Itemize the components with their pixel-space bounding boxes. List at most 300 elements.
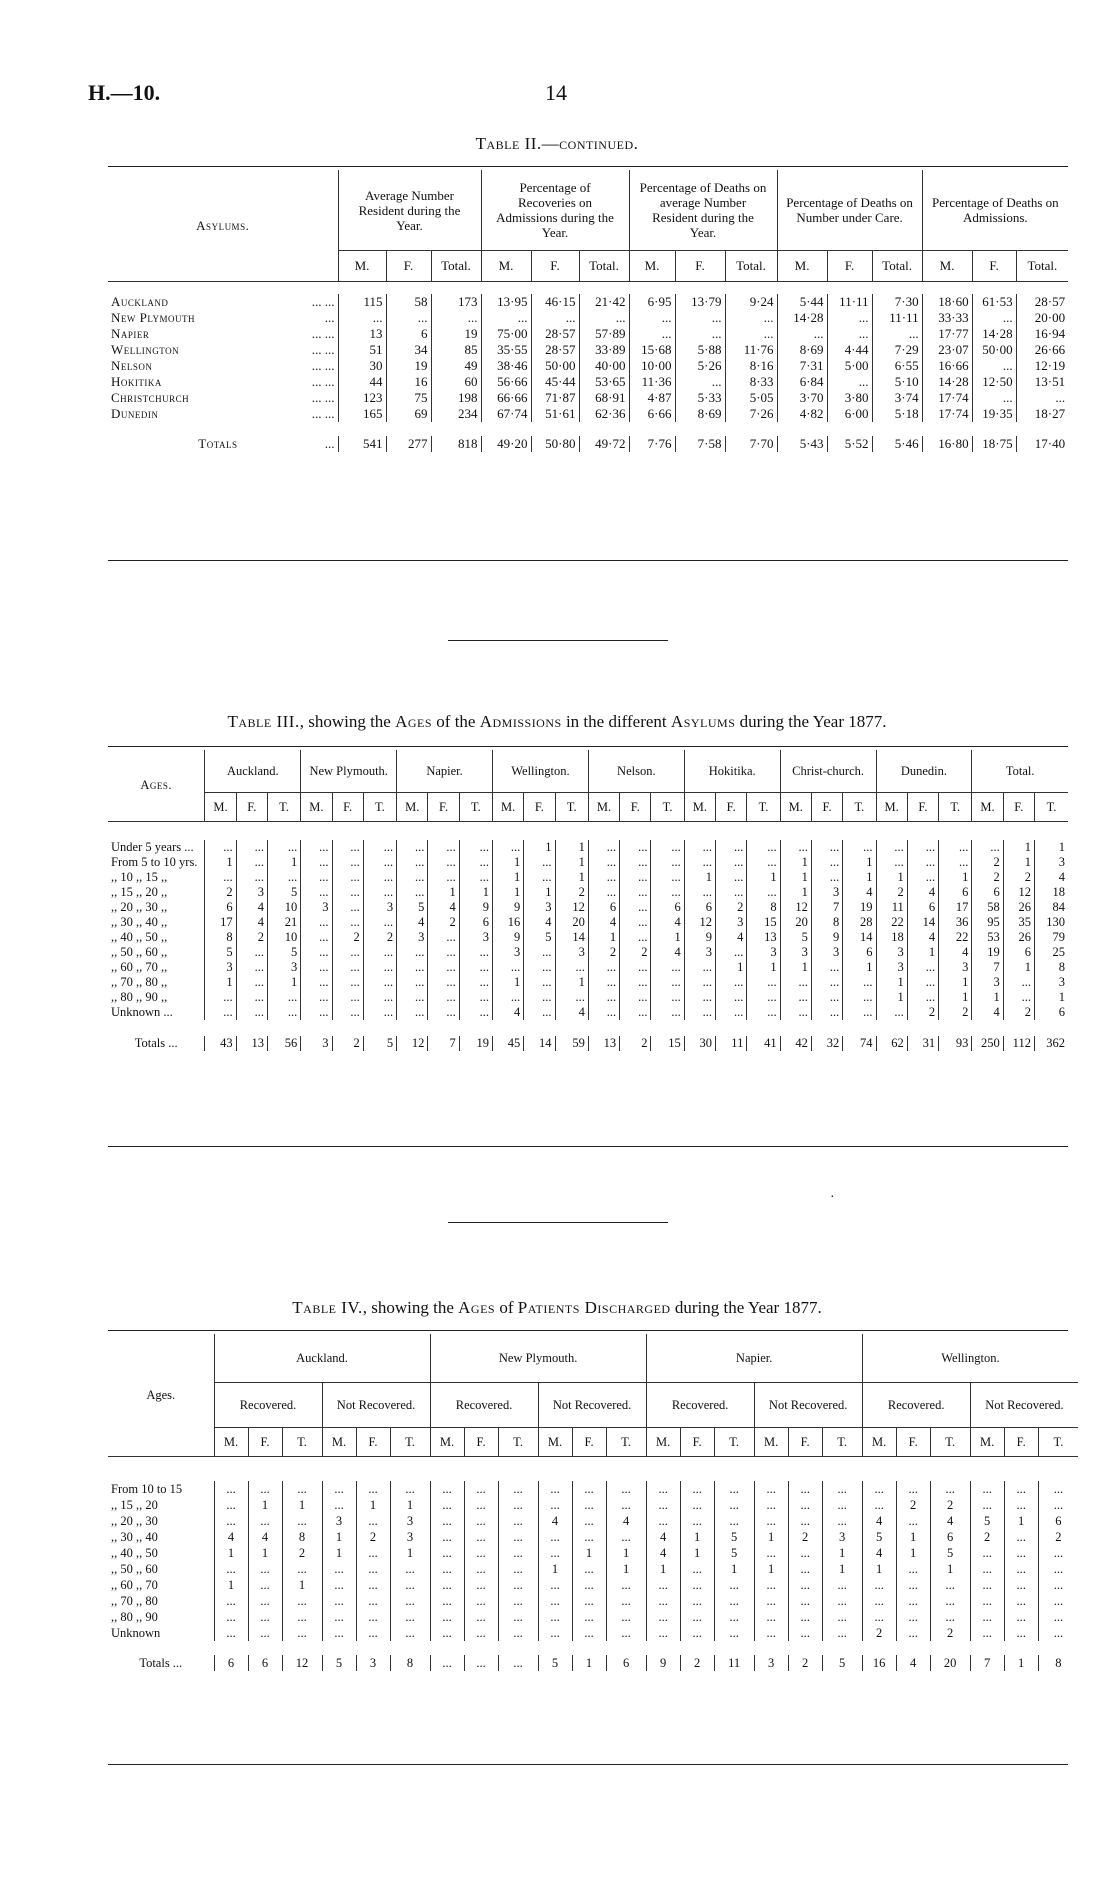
table3-total-cell: 13 <box>588 1036 619 1051</box>
table3-cell: 84 <box>1034 900 1068 915</box>
table2-cell: ... <box>827 374 872 390</box>
table3-cell: 22 <box>876 915 907 930</box>
table4-cell: ... <box>1004 1545 1038 1561</box>
table3-cell: ... <box>301 1005 332 1020</box>
table4-subcol-header: T. <box>606 1428 646 1457</box>
table4-cell: 3 <box>390 1529 430 1545</box>
table2-totals-row <box>108 436 1068 452</box>
table-row <box>108 885 1068 900</box>
table4-subgroup-header: Recovered. <box>646 1383 754 1428</box>
table4-cell: ... <box>1004 1577 1038 1593</box>
table4-cell: ... <box>822 1513 862 1529</box>
table4-cell: ... <box>214 1481 248 1497</box>
table3-cell: ... <box>907 870 938 885</box>
table4-cell: ... <box>498 1497 538 1513</box>
table3-caption-part: during the Year 1877. <box>735 712 887 731</box>
table3-cell: 14 <box>555 930 588 945</box>
table3-row-label: ,, 30 ,, 40 ,, <box>111 915 168 929</box>
table3-cell: ... <box>716 975 747 990</box>
table2-cell: 11·11 <box>827 294 872 310</box>
table4-total-cell: 9 <box>646 1655 680 1671</box>
table3-cell: 2 <box>205 885 236 900</box>
table4-total-cell: ... <box>464 1655 498 1671</box>
table4-total-cell: 2 <box>788 1655 822 1671</box>
table2-cell: 17·77 <box>922 326 972 342</box>
table4-cell: ... <box>430 1529 464 1545</box>
table2-stub-header: Asylums. <box>108 170 338 282</box>
table4-cell: 1 <box>214 1545 248 1561</box>
table-row <box>108 1513 1078 1529</box>
table3-total-cell: 5 <box>363 1036 396 1051</box>
table2-cell: 60 <box>431 374 481 390</box>
table4-row-label: ,, 80 ,, 90 <box>111 1609 158 1624</box>
table4-cell: ... <box>248 1481 282 1497</box>
table3-cell: ... <box>620 1005 651 1020</box>
table4-subcol-header: M. <box>646 1428 680 1457</box>
table4-cell: ... <box>714 1577 754 1593</box>
table2-subcol-header: Total. <box>579 251 629 282</box>
table3-group-header: Christ-church. <box>780 750 876 793</box>
table4-bottom-rule <box>108 1764 1068 1765</box>
table2-cell: 11·36 <box>629 374 675 390</box>
table2-cell: 35·55 <box>481 342 531 358</box>
table4-cell: ... <box>538 1529 572 1545</box>
table2-total-cell: 818 <box>431 436 481 452</box>
table4-cell: ... <box>646 1481 680 1497</box>
table3-cell: ... <box>555 990 588 1005</box>
table4-cell: ... <box>1004 1625 1038 1641</box>
table4-cell: ... <box>464 1593 498 1609</box>
table4-cell: 1 <box>606 1545 646 1561</box>
table3-cell: ... <box>301 975 332 990</box>
table3-cell: ... <box>588 855 619 870</box>
table3-total-cell: 31 <box>907 1036 938 1051</box>
table4-cell: ... <box>1004 1497 1038 1513</box>
table4-cell: ... <box>1038 1481 1078 1497</box>
table3-cell: 3 <box>876 945 907 960</box>
table4-cell: ... <box>356 1513 390 1529</box>
table3-cell: ... <box>459 855 492 870</box>
table2-cell: 11·11 <box>872 310 922 326</box>
table2-cell: 30 <box>338 358 386 374</box>
table3-cell: 8 <box>747 900 780 915</box>
table4-cell: ... <box>680 1561 714 1577</box>
table4-subcol-header: M. <box>214 1428 248 1457</box>
table3-cell: ... <box>363 915 396 930</box>
table3-cell: ... <box>459 840 492 855</box>
table3-subcol-header: T. <box>267 793 300 822</box>
table3-total-cell: 11 <box>716 1036 747 1051</box>
table3-cell: 1 <box>939 990 972 1005</box>
table4-cell: ... <box>282 1561 322 1577</box>
table4-cell: ... <box>464 1529 498 1545</box>
table4-cell: ... <box>680 1593 714 1609</box>
table4-cell: ... <box>322 1593 356 1609</box>
table3-cell: 58 <box>972 900 1003 915</box>
table2-total-cell: 49·20 <box>481 436 531 452</box>
table3-subcol-header: M. <box>205 793 236 822</box>
table3-cell: 16 <box>492 915 523 930</box>
table-row <box>108 915 1068 930</box>
table4-cell: 1 <box>822 1545 862 1561</box>
table3-total-cell: 59 <box>555 1036 588 1051</box>
table4-total-cell: 3 <box>754 1655 788 1671</box>
table2-cell: 6·55 <box>872 358 922 374</box>
table3-cell: 6 <box>588 900 619 915</box>
table3-cell: ... <box>267 990 300 1005</box>
table-row <box>108 1625 1078 1641</box>
table3-cell: ... <box>907 855 938 870</box>
table3-cell: 2 <box>332 930 363 945</box>
table2-cell: 5·88 <box>675 342 725 358</box>
table4-subcol-header: F. <box>896 1428 930 1457</box>
table3-cell: ... <box>428 870 459 885</box>
table4-cell: ... <box>538 1609 572 1625</box>
table2-cell: 10·00 <box>629 358 675 374</box>
table2-subcol-header: M. <box>481 251 531 282</box>
table4-subcol-header: T. <box>822 1428 862 1457</box>
table3-group-header: Napier. <box>397 750 493 793</box>
table3-total-cell: 30 <box>684 1036 715 1051</box>
table3-cell: 28 <box>843 915 876 930</box>
table3-cell: ... <box>620 870 651 885</box>
table3-total-cell: 2 <box>332 1036 363 1051</box>
table4-cell: ... <box>356 1481 390 1497</box>
table4-totals-row <box>108 1655 1078 1671</box>
table2-cell: 123 <box>338 390 386 406</box>
table3-cell: 2 <box>972 870 1003 885</box>
table2-cell: 14·28 <box>972 326 1016 342</box>
table3-cell: 1 <box>876 870 907 885</box>
table3-subcol-header: F. <box>1003 793 1034 822</box>
table3-cell: 4 <box>236 915 267 930</box>
table2-row-label <box>108 342 338 358</box>
asylum-name: New Plymouth <box>111 310 195 325</box>
table4-subcol-header: F. <box>788 1428 822 1457</box>
table2-cell: 85 <box>431 342 481 358</box>
table3-cell: ... <box>716 855 747 870</box>
table2-total-cell: 18·75 <box>972 436 1016 452</box>
table3-row-label: ,, 20 ,, 30 ,, <box>111 900 168 914</box>
table3-cell: 3 <box>459 930 492 945</box>
table4-caption-part: Patients Discharged <box>517 1298 671 1317</box>
table3-cell: ... <box>620 990 651 1005</box>
table3-total-cell: 250 <box>972 1036 1003 1051</box>
table3-cell: 1 <box>843 855 876 870</box>
table3-cell: 6 <box>939 885 972 900</box>
table3-cell: ... <box>459 1005 492 1020</box>
table3-cell: ... <box>301 945 332 960</box>
table4-cell: ... <box>498 1529 538 1545</box>
table4-cell: ... <box>896 1609 930 1625</box>
table3-total-cell: 74 <box>843 1036 876 1051</box>
table4-subgroup-header: Not Recovered. <box>970 1383 1078 1428</box>
table2-subcol-header: F. <box>386 251 431 282</box>
table4-cell: ... <box>822 1609 862 1625</box>
table2-cell: 75 <box>386 390 431 406</box>
table4-subgroup-header: Not Recovered. <box>538 1383 646 1428</box>
table4-cell: ... <box>896 1481 930 1497</box>
table2-row-label <box>108 390 338 406</box>
table4-cell: 1 <box>606 1561 646 1577</box>
table4-cell: ... <box>248 1609 282 1625</box>
table3-cell: ... <box>397 855 428 870</box>
table4-cell: ... <box>464 1513 498 1529</box>
table4-total-cell: 5 <box>538 1655 572 1671</box>
table2-total-cell: 16·80 <box>922 436 972 452</box>
table3-cell: ... <box>620 960 651 975</box>
table2-cell: 11·76 <box>725 342 777 358</box>
table4-row-label: ,, 20 ,, 30 <box>111 1513 158 1528</box>
table3-cell: 4 <box>588 915 619 930</box>
table3-spacer <box>108 822 1068 841</box>
table3-cell: ... <box>780 975 811 990</box>
table4-caption-part: Ages <box>458 1298 496 1317</box>
table3-cell: 26 <box>1003 930 1034 945</box>
table4-cell: ... <box>572 1577 606 1593</box>
table4-cell: ... <box>970 1497 1004 1513</box>
table2-cell: 61·53 <box>972 294 1016 310</box>
table3-cell: ... <box>428 945 459 960</box>
table3-cell: 3 <box>747 945 780 960</box>
table2-cell: 4·87 <box>629 390 675 406</box>
table3-cell: ... <box>620 885 651 900</box>
table2-cell: ... <box>386 310 431 326</box>
table3-cell: 1 <box>492 870 523 885</box>
table4-group-header: Auckland. <box>214 1334 430 1383</box>
table2-cell: ... <box>725 326 777 342</box>
table2-cell: 56·66 <box>481 374 531 390</box>
table2-cell: ... <box>531 310 579 326</box>
table3-cell: ... <box>588 975 619 990</box>
table4-cell: ... <box>714 1481 754 1497</box>
table4-subcol-header: M. <box>538 1428 572 1457</box>
table3-totals-row <box>108 1036 1068 1051</box>
table4-total-cell: 11 <box>714 1655 754 1671</box>
table3-cell: ... <box>876 840 907 855</box>
table3-cell: ... <box>811 870 842 885</box>
table4-cell: ... <box>896 1577 930 1593</box>
table2-group-header: Percentage of Recoveries on Admissions during the Year. <box>481 170 629 251</box>
table3-row-label: From 5 to 10 yrs. <box>111 855 198 869</box>
table-row <box>108 855 1068 870</box>
table2-cell: 8·16 <box>725 358 777 374</box>
table4-cell: ... <box>788 1497 822 1513</box>
table4-subcol-header: T. <box>498 1428 538 1457</box>
table4-total-cell: 6 <box>214 1655 248 1671</box>
table3-cell: 4 <box>428 900 459 915</box>
table2-cell: ... <box>827 310 872 326</box>
table2-cell: ... <box>431 310 481 326</box>
table4-cell: 2 <box>282 1545 322 1561</box>
table3-total-cell: 12 <box>397 1036 428 1051</box>
table3-cell: 12 <box>684 915 715 930</box>
table-row <box>108 294 1068 310</box>
table3-cell: 3 <box>363 900 396 915</box>
table2-cell: 18·27 <box>1016 406 1068 422</box>
table3-cell: 1 <box>747 870 780 885</box>
table2-subcol-header: Total. <box>431 251 481 282</box>
table3-subcol-header: F. <box>716 793 747 822</box>
table4-total-cell: 4 <box>896 1655 930 1671</box>
leader-dots: ... ... <box>311 294 335 309</box>
table3-cell: 1 <box>972 990 1003 1005</box>
table4-subgroup-header: Not Recovered. <box>322 1383 430 1428</box>
table3-cell: 1 <box>780 960 811 975</box>
table2-total-cell: 541 <box>338 436 386 452</box>
table3-cell: 1 <box>780 870 811 885</box>
table3-cell: ... <box>684 855 715 870</box>
table4-cell: ... <box>970 1593 1004 1609</box>
table3-cell: ... <box>780 840 811 855</box>
table4-cell: ... <box>788 1577 822 1593</box>
table3-cell: 3 <box>301 900 332 915</box>
table-row <box>108 960 1068 975</box>
table3-cell: 1 <box>524 885 555 900</box>
table3-cell: ... <box>397 945 428 960</box>
table3-cell: 35 <box>1003 915 1034 930</box>
table3-cell: ... <box>972 840 1003 855</box>
table2-cell: 8·69 <box>675 406 725 422</box>
table3-cell: 6 <box>972 885 1003 900</box>
table4-cell: ... <box>646 1609 680 1625</box>
table4-cell: ... <box>714 1497 754 1513</box>
table3-cell: 1 <box>780 855 811 870</box>
table3-cell: 12 <box>780 900 811 915</box>
table4-cell: ... <box>464 1545 498 1561</box>
table4-cell: ... <box>464 1609 498 1625</box>
table4-cell: ... <box>430 1561 464 1577</box>
table3-cell: 22 <box>939 930 972 945</box>
table2-total-cell: 49·72 <box>579 436 629 452</box>
table3-caption-part: of the <box>432 712 480 731</box>
table3-cell: ... <box>301 840 332 855</box>
table2-cell: 34 <box>386 342 431 358</box>
table3-cell: ... <box>651 990 684 1005</box>
table3-cell: ... <box>684 885 715 900</box>
table3-cell: 3 <box>876 960 907 975</box>
table3-cell: 11 <box>876 900 907 915</box>
table3-spacer <box>108 1051 1068 1063</box>
table4-caption-lead: Table IV. <box>292 1298 363 1317</box>
table4-cell: ... <box>822 1577 862 1593</box>
table2-cell: 13·79 <box>675 294 725 310</box>
table4-cell: 1 <box>714 1561 754 1577</box>
table3-cell: ... <box>684 840 715 855</box>
leader-dots: ... ... <box>311 374 335 389</box>
table4-cell: 1 <box>214 1577 248 1593</box>
table3-group-header: New Plymouth. <box>301 750 397 793</box>
table4-row-label: ,, 50 ,, 60 <box>111 1561 158 1576</box>
table4-cell: ... <box>282 1513 322 1529</box>
table2-cell: 9·24 <box>725 294 777 310</box>
table4-cell: 2 <box>356 1529 390 1545</box>
table3-cell: ... <box>267 840 300 855</box>
table4-cell: ... <box>1038 1625 1078 1641</box>
table3-cell: 1 <box>1034 840 1068 855</box>
table3-cell: 5 <box>397 900 428 915</box>
table4-cell: ... <box>862 1593 896 1609</box>
table3-cell: ... <box>492 990 523 1005</box>
table3-cell: 2 <box>588 945 619 960</box>
table2-group-header: Percentage of Deaths on average Number Resident during the Year. <box>629 170 777 251</box>
table3-subcol-header: T. <box>651 793 684 822</box>
table2-cell: 15·68 <box>629 342 675 358</box>
table3-cell: ... <box>620 840 651 855</box>
table4-cell: ... <box>1038 1561 1078 1577</box>
table3-cell: ... <box>301 870 332 885</box>
table2-cell: 6·84 <box>777 374 827 390</box>
table4-caption <box>0 1298 1114 1318</box>
table3-cell: ... <box>492 840 523 855</box>
table4-cell: ... <box>214 1561 248 1577</box>
table4-cell: ... <box>1004 1609 1038 1625</box>
table4-cell: ... <box>572 1481 606 1497</box>
table2-row-label <box>108 358 338 374</box>
table2-cell: ... <box>872 326 922 342</box>
table3-cell: 1 <box>1003 855 1034 870</box>
table3-total-cell: 7 <box>428 1036 459 1051</box>
table3-cell: 6 <box>651 900 684 915</box>
table3-cell: ... <box>939 840 972 855</box>
table2-total-cell: 50·80 <box>531 436 579 452</box>
table4-row-label: From 10 to 15 <box>111 1481 183 1496</box>
table3-cell: 9 <box>459 900 492 915</box>
table3-cell: ... <box>428 840 459 855</box>
table4-total-cell: 8 <box>390 1655 430 1671</box>
table4-cell: ... <box>356 1577 390 1593</box>
table3-cell: 8 <box>205 930 236 945</box>
table2-subcol-header: Total. <box>872 251 922 282</box>
leader-dots: ... ... <box>311 406 335 421</box>
leader-dots: ... <box>324 436 335 451</box>
table4-cell: 4 <box>930 1513 970 1529</box>
table3-cell: ... <box>843 990 876 1005</box>
table4-row-label: ,, 60 ,, 70 <box>111 1577 158 1592</box>
table2-subcol-header: F. <box>675 251 725 282</box>
table3-cell: 1 <box>555 975 588 990</box>
table2-cell: ... <box>675 310 725 326</box>
table4-cell: ... <box>680 1609 714 1625</box>
table3-cell: ... <box>620 930 651 945</box>
table3-cell: ... <box>205 870 236 885</box>
table2-cell: 5·05 <box>725 390 777 406</box>
table2-cell: 49 <box>431 358 481 374</box>
table4-cell: ... <box>498 1545 538 1561</box>
table2-cell: 28·57 <box>531 342 579 358</box>
table4-subcol-header: T. <box>1038 1428 1078 1457</box>
table4-cell: ... <box>788 1609 822 1625</box>
table4-cell: ... <box>538 1593 572 1609</box>
table4-cell: 4 <box>646 1545 680 1561</box>
table2-cell: ... <box>777 326 827 342</box>
table-row <box>108 900 1068 915</box>
table3-cell: 4 <box>939 945 972 960</box>
table3-cell: 5 <box>524 930 555 945</box>
table4-cell: ... <box>356 1545 390 1561</box>
table4-cell: ... <box>1038 1545 1078 1561</box>
table3-cell: 3 <box>236 885 267 900</box>
table3-cell: 4 <box>651 945 684 960</box>
table2-cell: 234 <box>431 406 481 422</box>
table4-cell: ... <box>322 1497 356 1513</box>
table4-cell: 4 <box>646 1529 680 1545</box>
table3-cell: 9 <box>492 900 523 915</box>
table2-cell: ... <box>338 310 386 326</box>
table2-cell: 8·69 <box>777 342 827 358</box>
table2-total-cell: 5·52 <box>827 436 872 452</box>
table4-cell: 1 <box>390 1497 430 1513</box>
